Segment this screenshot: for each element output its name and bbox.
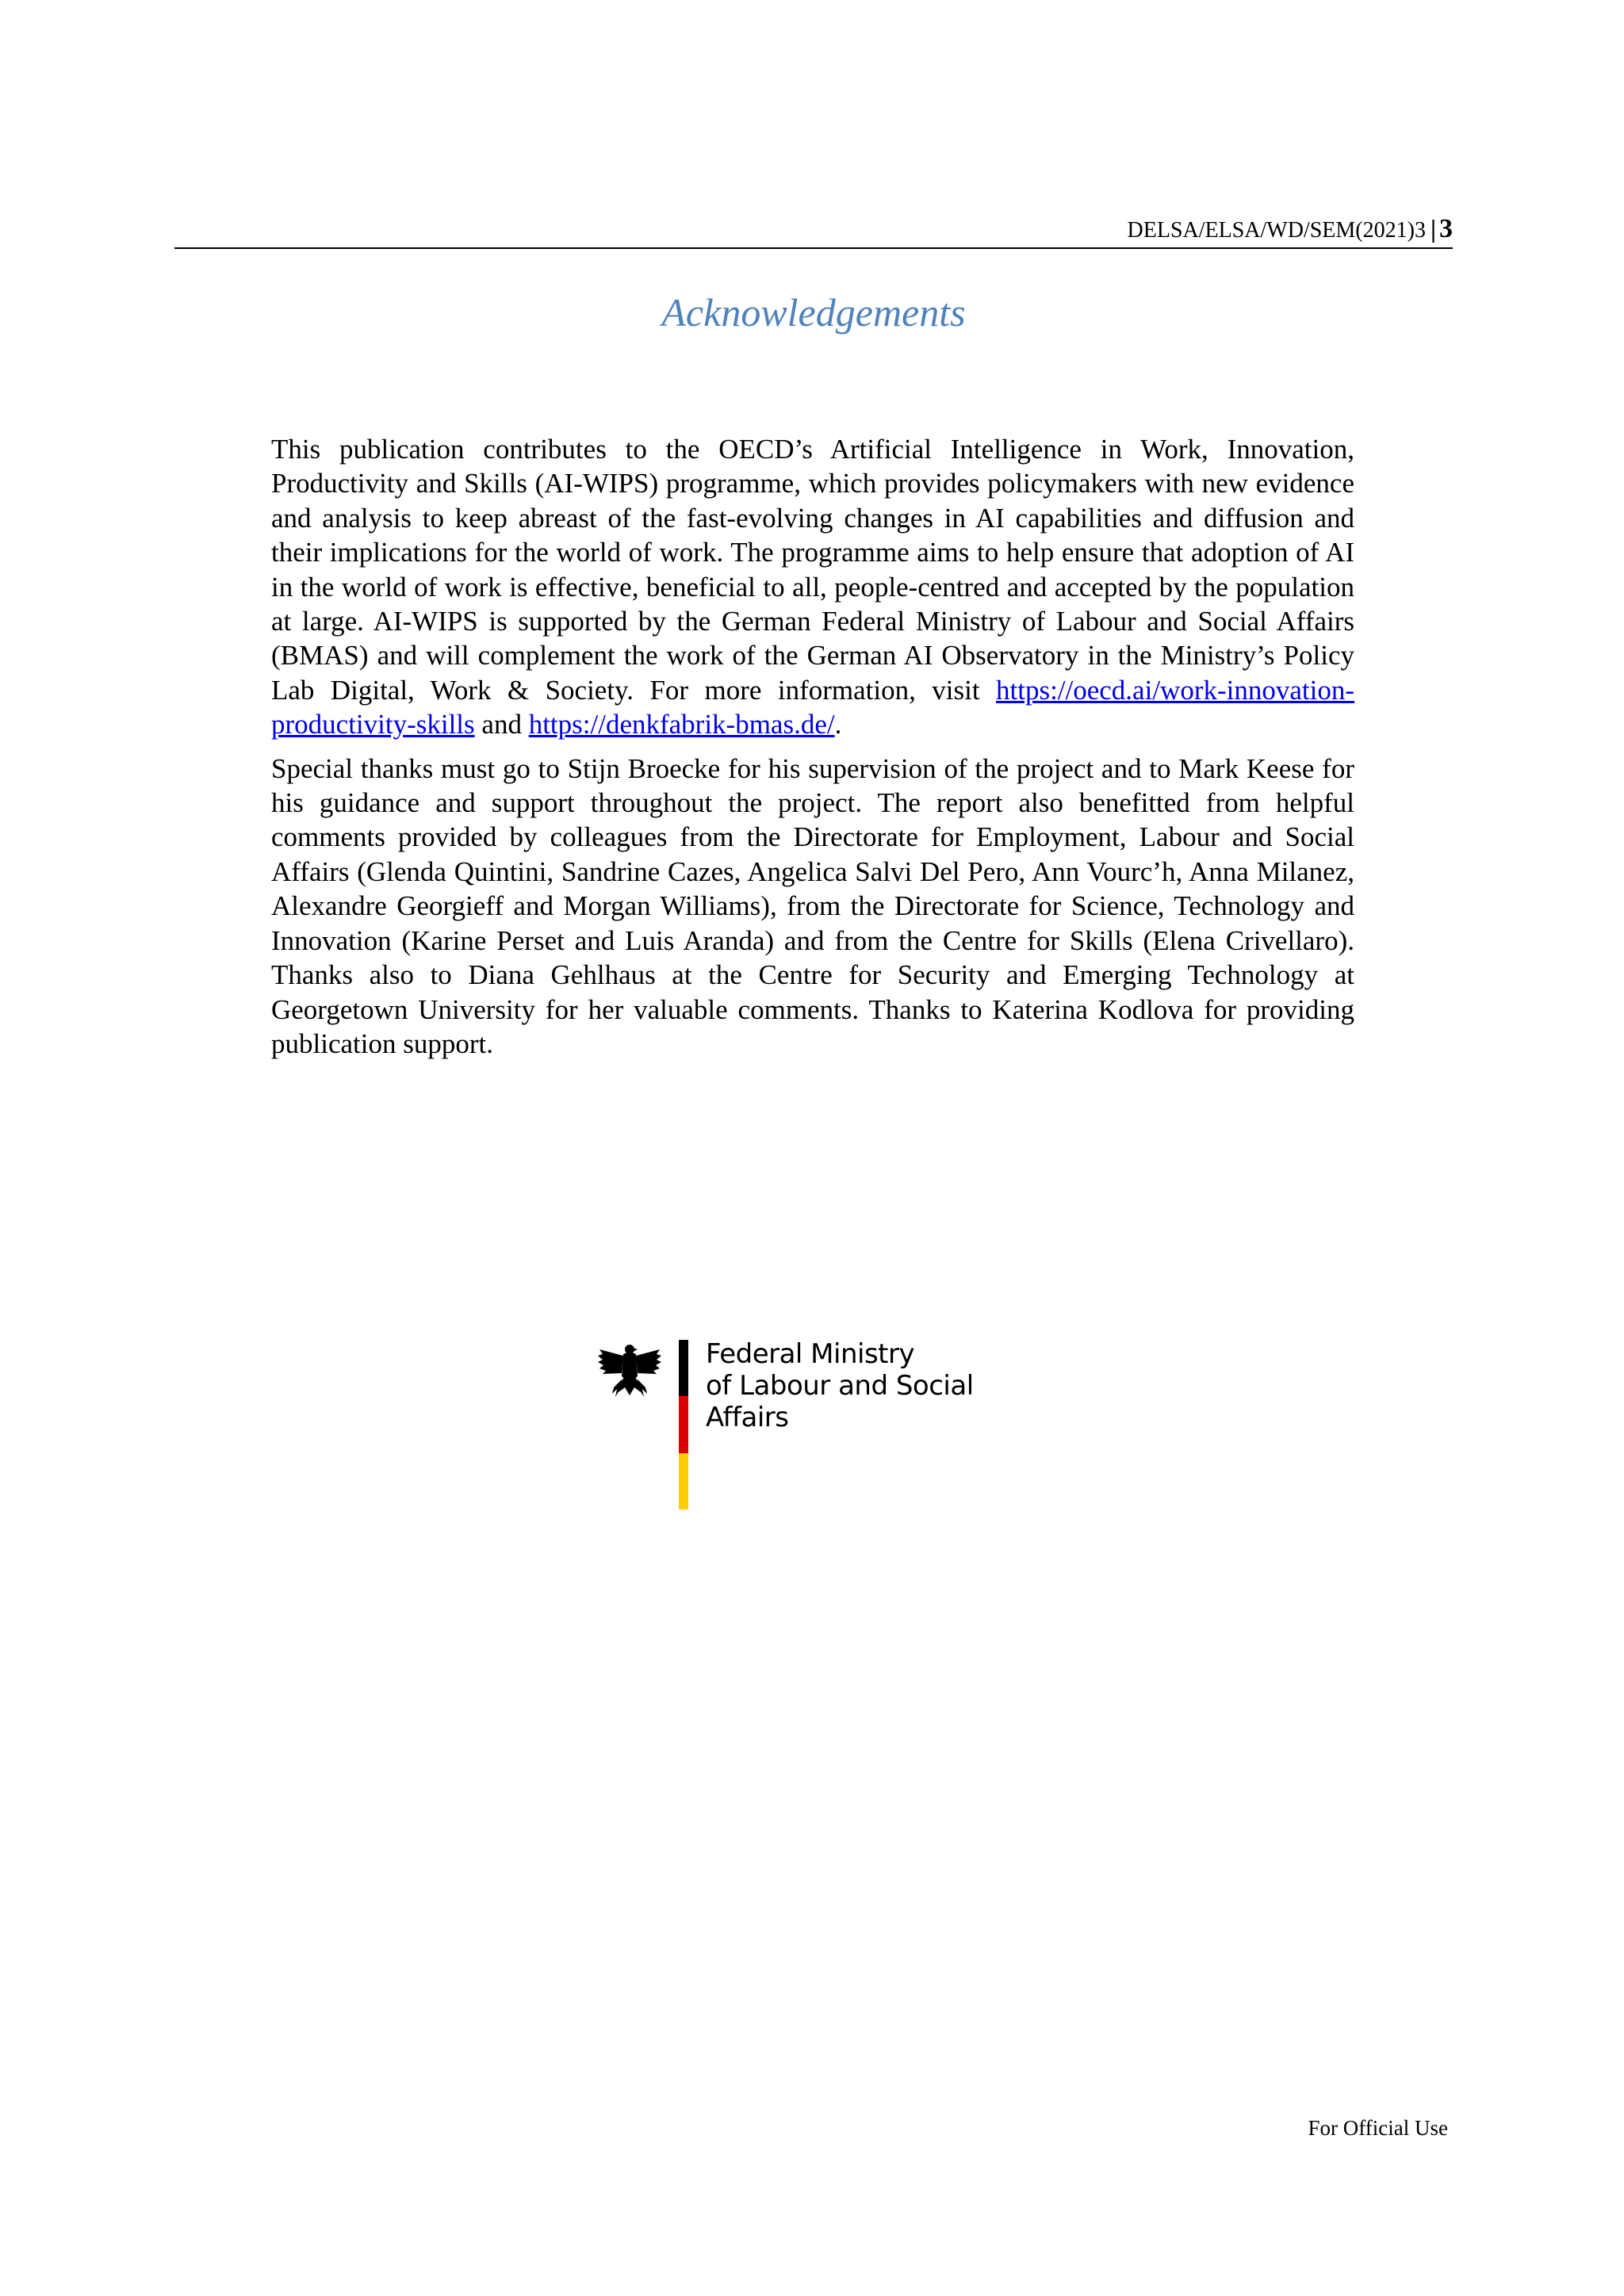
bmas-logo <box>596 1340 1040 1514</box>
paragraph-programme-text: This publication contributes to the OECD’s Artificial Intelligence in Work, Innovation, Productivity and Skills (AI-WIPS) programme, which provides policymakers with new evidence and analysis to keep abreast of the fast-evolving changes in AI capabilities and diffusion and their implications for the world of work. The programme aims to help ensure that adoption of AI in the world of work is effective, beneficial to all, people-centred and accepted by the population at large. AI-WIPS is supported by the German Federal Ministry of Labour and Social Affairs (BMAS) and will complement the work of the German AI Observatory in the Ministry’s Policy Lab Digital, Work & Society. For more information, visit <box>271 434 1354 706</box>
denkfabrik-link[interactable]: https://denkfabrik-bmas.de/ <box>528 709 835 740</box>
page-number: 3 <box>1439 214 1453 243</box>
page-header <box>174 209 1453 249</box>
flag-stripe-black <box>679 1340 688 1396</box>
paragraph-connector: and <box>474 709 529 740</box>
federal-eagle-icon <box>596 1341 663 1405</box>
flag-stripe-gold <box>679 1453 688 1510</box>
document-code: DELSA/ELSA/WD/SEM(2021)3 <box>1127 218 1426 243</box>
page-title: Acknowledgements <box>661 290 966 335</box>
body-text <box>271 432 1354 1070</box>
oecd-ai-link[interactable]: https://oecd.ai/work-innovation-productivity-skills <box>271 674 1354 740</box>
ministry-name-line2: of Labour and Social Affairs <box>706 1370 974 1433</box>
footer-classification: For Official Use <box>1308 2116 1448 2140</box>
german-flag-bar <box>679 1340 688 1510</box>
header-separator: | <box>1430 214 1436 243</box>
ministry-name-line1: Federal Ministry <box>706 1338 915 1370</box>
paragraph-thanks: Special thanks must go to Stijn Broecke for his supervision of the project and to Mark Keese for his guidance and support throughout the project. The report also benefitted from helpful comments provided by colleagues from the Directorate for Employment, Labour and Social Affairs (Glenda Quintini, Sandrine Cazes, Angelica Salvi Del Pero, Ann Vourc’h, Anna Milanez, Alexandre Georgieff and Morgan Williams), from the Directorate for Science, Technology and Innovation (Karine Perset and Luis Aranda) and from the Centre for Skills (Elena Crivellaro). Thanks also to Diana Gehlhaus at the Centre for Security and Emerging Technology at Georgetown University for her valuable comments. Thanks to Katerina Kodlova for providing publication support. <box>271 752 1354 1059</box>
paragraph-end: . <box>834 709 842 740</box>
flag-stripe-red <box>679 1396 688 1452</box>
ministry-name <box>706 1338 1040 1433</box>
paragraph-programme <box>271 432 1354 742</box>
